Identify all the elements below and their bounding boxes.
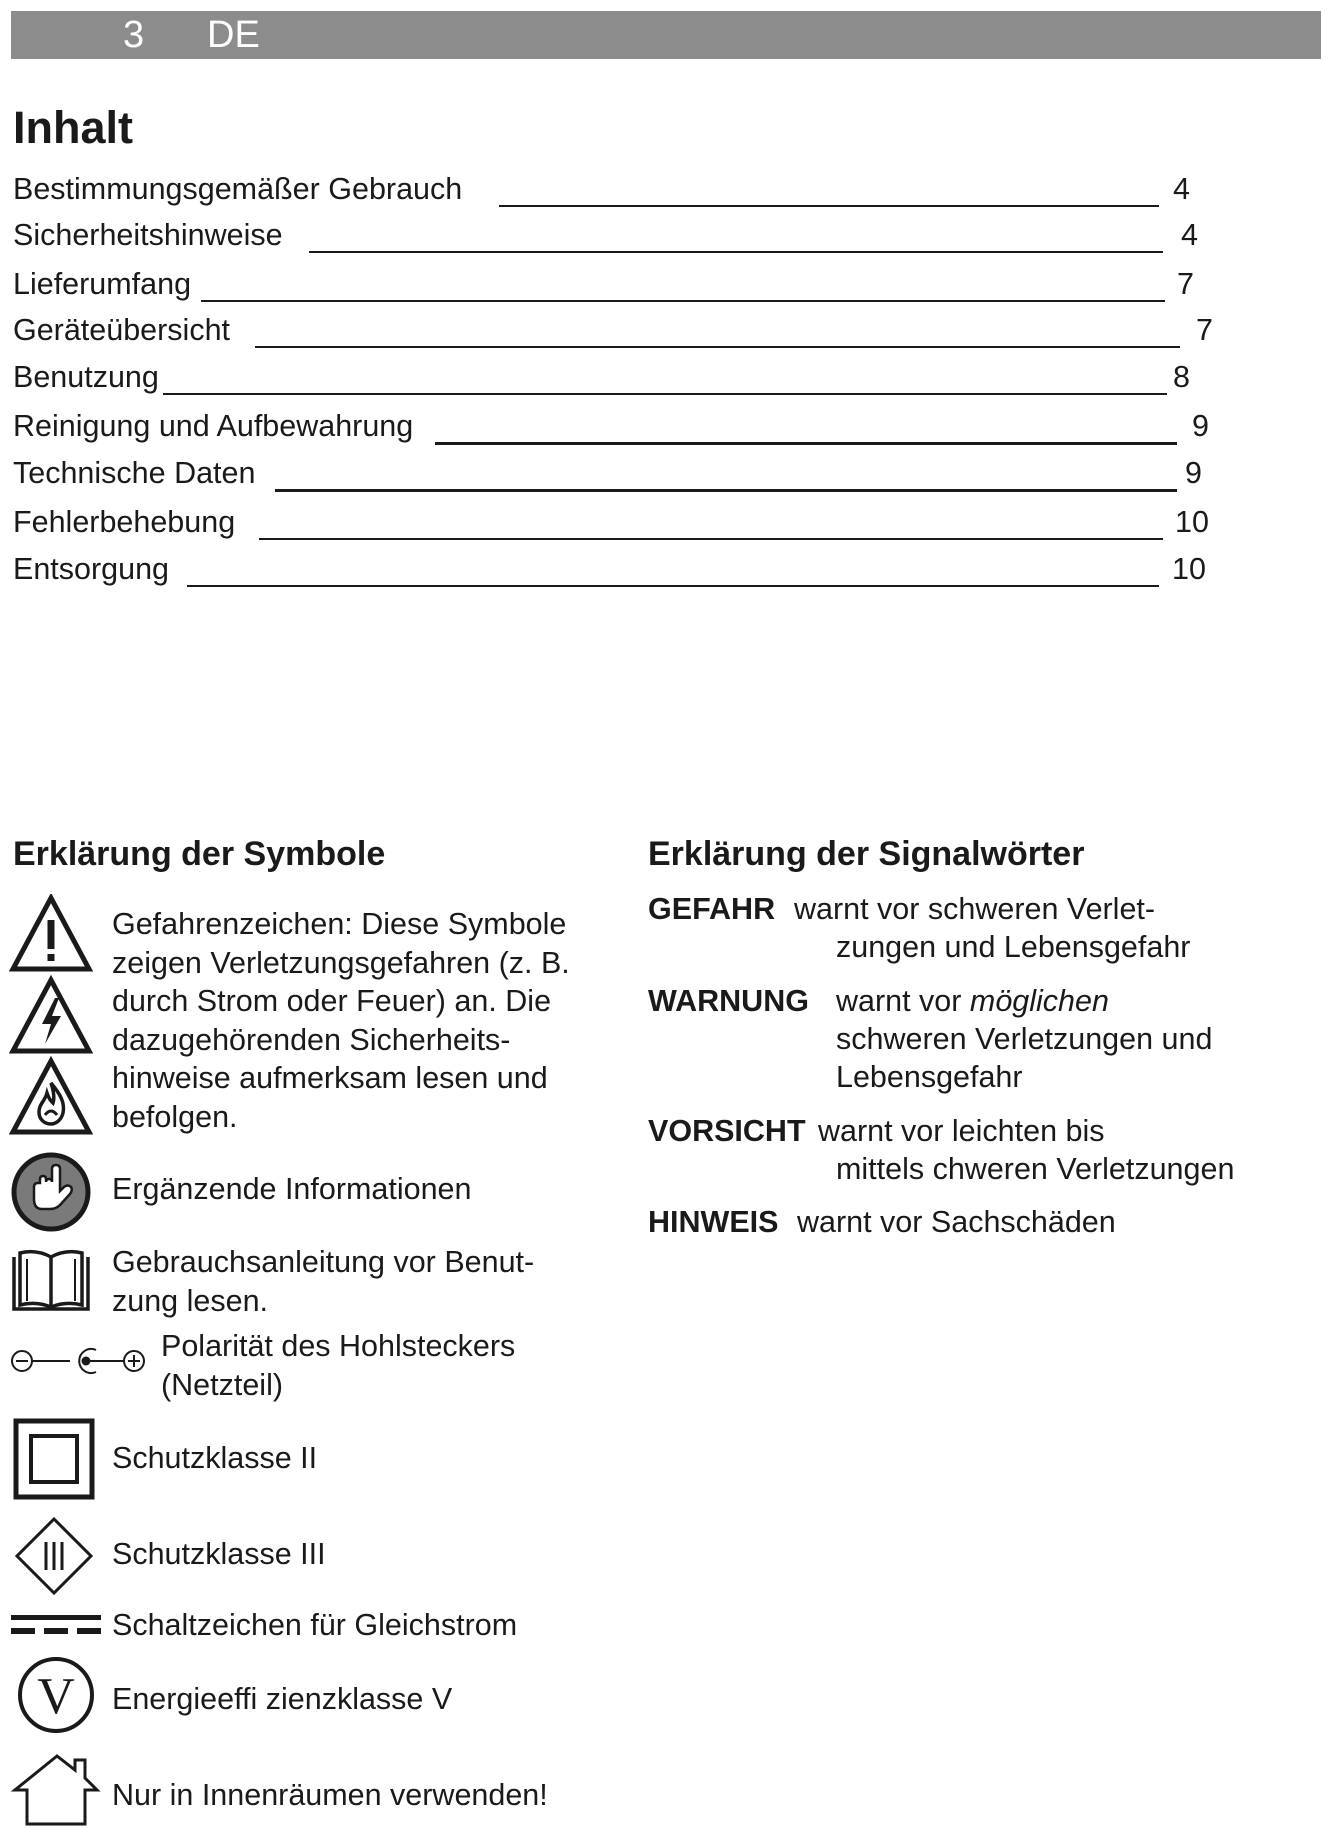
signal-word-caution: VORSICHT — [648, 1114, 806, 1148]
description-text: warnt vor — [836, 984, 970, 1018]
signal-words-section-title: Erklärung der Signalwörter — [648, 835, 1085, 873]
description-line: Nur in Innenräumen verwenden! — [112, 1778, 548, 1812]
toc-entry-title: Bestimmungsgemäßer Gebrauch — [13, 172, 463, 206]
pointing-hand-icon — [10, 1151, 92, 1233]
toc-entry-page: 7 — [1177, 267, 1194, 301]
electric-shock-warning-icon — [13, 980, 89, 1051]
symbols-section-title: Erklärung der Symbole — [13, 835, 386, 873]
toc-leader-line — [201, 300, 1165, 302]
indoor-house-icon — [11, 1752, 101, 1828]
language-code: DE — [207, 14, 260, 56]
open-book-icon — [10, 1247, 92, 1313]
toc-leader-line — [275, 489, 1177, 492]
toc-entry[interactable] — [13, 360, 1203, 400]
signal-word-description-line: warnt vor leichten bis — [818, 1114, 1105, 1148]
description-line: dazugehörenden Sicherheits- — [112, 1022, 511, 1057]
toc-entry[interactable] — [13, 218, 1203, 258]
description-line: zeigen Verletzungsgefahren (z. B. — [112, 945, 570, 980]
signal-word-notice: HINWEIS — [648, 1205, 779, 1239]
toc-leader-line — [163, 393, 1167, 395]
toc-leader-line — [259, 538, 1163, 540]
toc-entry[interactable] — [13, 172, 1203, 212]
toc-entry-page: 4 — [1173, 172, 1190, 206]
toc-entry-page: 8 — [1173, 360, 1190, 394]
symbol-description — [112, 1439, 317, 1478]
toc-leader-line — [435, 442, 1177, 445]
symbol-description — [112, 1535, 326, 1574]
description-line: Schutzklasse III — [112, 1537, 326, 1571]
signal-word-description-line — [836, 982, 1109, 1021]
description-line: durch Strom oder Feuer) an. Die — [112, 984, 552, 1018]
efficiency-class-v-icon — [16, 1655, 96, 1735]
symbol-description — [112, 1243, 534, 1320]
toc-entry[interactable] — [13, 456, 1213, 496]
toc-entry[interactable] — [13, 552, 1223, 592]
description-line: zung lesen. — [112, 1283, 268, 1318]
description-line: Schutzklasse II — [112, 1441, 318, 1475]
toc-entry-title: Fehlerbehebung — [13, 505, 236, 539]
emphasized-word: möglichen — [969, 984, 1109, 1018]
symbol-description — [161, 1327, 515, 1404]
protection-class-3-icon — [13, 1515, 95, 1597]
description-line: Ergänzende Informationen — [112, 1172, 472, 1206]
signal-word-warning: WARNUNG — [648, 984, 809, 1018]
symbol-description — [112, 1170, 471, 1209]
description-line: Energieeffi zienzklasse V — [112, 1682, 453, 1716]
toc-entry-title: Technische Daten — [13, 456, 256, 490]
description-line: Polarität des Hohlsteckers — [161, 1329, 516, 1363]
toc-entry[interactable] — [13, 505, 1223, 545]
signal-word-description-line: schweren Verletzungen und — [836, 1022, 1213, 1056]
signal-word-description-line: mittels chweren Verletzungen — [836, 1152, 1235, 1186]
toc-entry-title: Lieferumfang — [13, 267, 192, 301]
toc-entry[interactable] — [13, 267, 1203, 307]
toc-title: Inhalt — [13, 102, 133, 153]
toc-leader-line — [187, 585, 1159, 587]
toc-entry-title: Reinigung und Aufbewahrung — [13, 409, 414, 443]
toc-entry-page: 4 — [1181, 218, 1198, 252]
description-line: Gebrauchsanleitung vor Benut- — [112, 1245, 535, 1279]
signal-word-description-line: warnt vor schweren Verlet- — [794, 892, 1156, 926]
toc-entry-page: 10 — [1172, 552, 1206, 586]
general-warning-icon — [13, 898, 89, 969]
toc-leader-line — [309, 251, 1163, 253]
toc-entry-page: 7 — [1196, 313, 1213, 347]
description-line: Gefahrenzeichen: Diese Symbole — [112, 907, 567, 941]
toc-leader-line — [255, 346, 1180, 348]
description-line: befolgen. — [112, 1099, 238, 1134]
description-line: hinweise aufmerksam lesen und — [112, 1061, 548, 1095]
symbol-description — [112, 905, 570, 1136]
polarity-icon — [10, 1346, 148, 1376]
signal-word-description-line: zungen und Lebensgefahr — [836, 930, 1191, 964]
description-line: Schaltzeichen für Gleichstrom — [112, 1608, 518, 1642]
description-line: (Netzteil) — [161, 1367, 284, 1402]
symbol-description — [112, 1606, 517, 1645]
signal-word-description-line: Lebensgefahr — [836, 1060, 1023, 1094]
fire-warning-icon — [13, 1061, 89, 1132]
page-number: 3 — [123, 14, 145, 56]
toc-entry-page: 10 — [1175, 505, 1209, 539]
direct-current-icon — [11, 1614, 101, 1636]
toc-entry-title: Benutzung — [13, 360, 159, 394]
toc-entry-title: Entsorgung — [13, 552, 169, 586]
symbol-description — [112, 1776, 548, 1815]
toc-entry[interactable] — [13, 409, 1213, 449]
signal-word-description-line: warnt vor Sachschäden — [797, 1205, 1116, 1239]
warning-triangles-icons — [9, 894, 93, 1135]
toc-entry[interactable] — [13, 313, 1213, 353]
page-header-bar — [11, 11, 1321, 59]
svg-text:V: V — [37, 1668, 75, 1725]
protection-class-2-icon — [13, 1418, 95, 1500]
symbol-description — [112, 1680, 452, 1719]
toc-entry-title: Geräteübersicht — [13, 313, 230, 347]
toc-entry-title: Sicherheitshinweise — [13, 218, 283, 252]
toc-entry-page: 9 — [1185, 456, 1202, 490]
toc-entry-page: 9 — [1192, 409, 1209, 443]
toc-leader-line — [499, 205, 1159, 207]
signal-word-danger: GEFAHR — [648, 892, 776, 926]
